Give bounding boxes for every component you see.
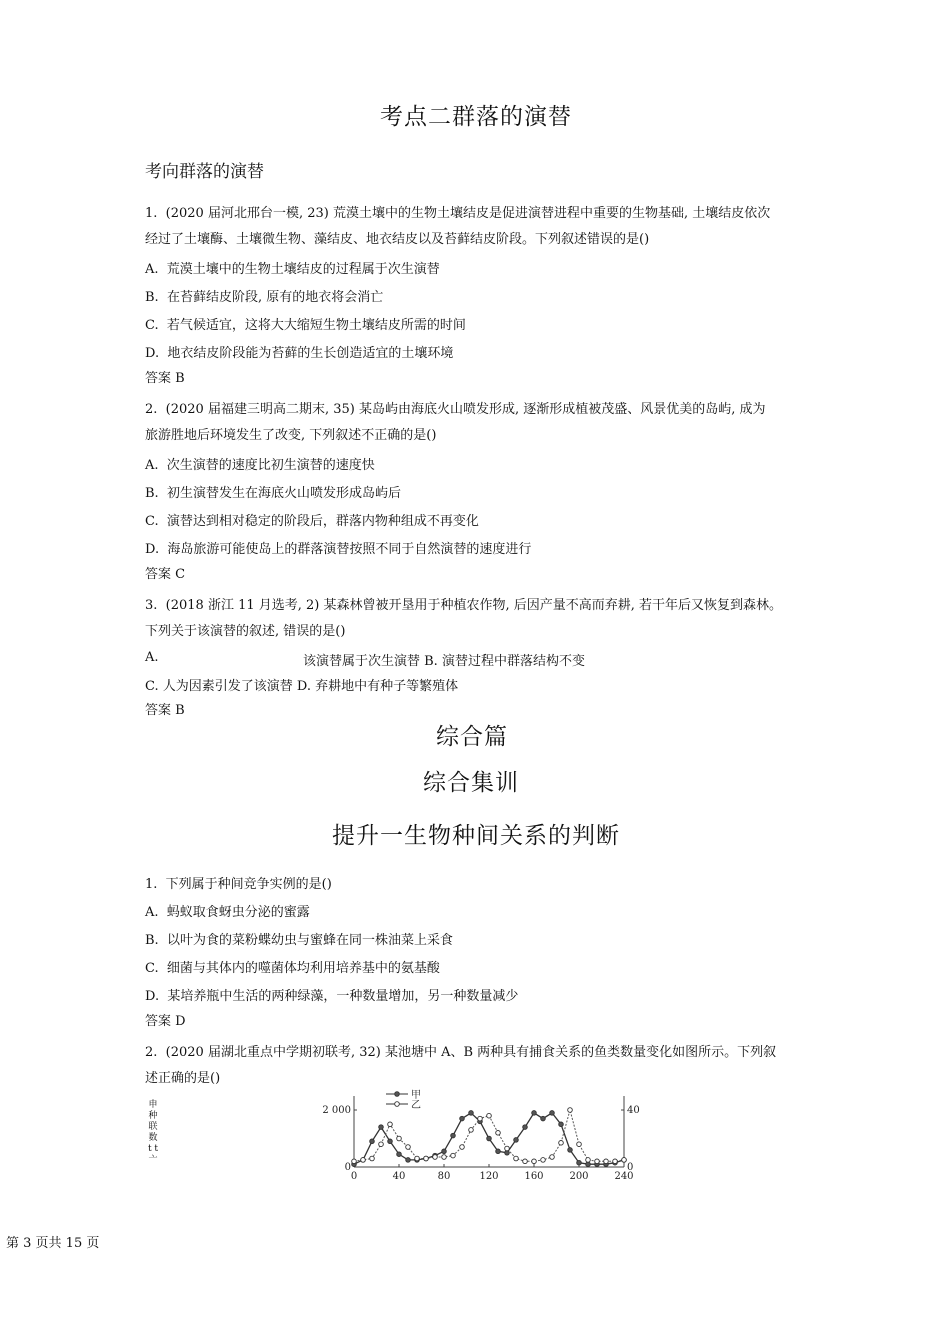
chart-point-jia	[496, 1149, 501, 1154]
chart-legend-marker	[395, 1102, 400, 1107]
question-4-option-b: B. 以叶为食的菜粉蝶幼虫与蜜蜂在同一株油菜上采食	[145, 933, 453, 948]
part-subtitle: 综合集训	[423, 770, 519, 796]
chart-x-tick-label: 160	[524, 1171, 544, 1182]
chart-point-jia	[469, 1111, 474, 1116]
chart-point-jia	[550, 1111, 555, 1116]
question-2-option-b: B. 初生演替发生在海底火山喷发形成岛屿后	[145, 486, 401, 501]
chart-point-yi	[595, 1159, 600, 1164]
question-2-answer: 答案 C	[145, 567, 186, 582]
question-3-option-a-label: A.	[145, 650, 159, 665]
chart-point-yi	[559, 1141, 564, 1146]
question-1-stem-cont: 经过了土壤酶、土壤微生物、藻结皮、地衣结皮以及苔藓结皮阶段。下列叙述错误的是()	[145, 232, 650, 247]
chart-x-tick-label: 80	[437, 1171, 451, 1182]
chart-point-yi	[388, 1122, 393, 1127]
chart-point-jia	[559, 1122, 564, 1127]
chart-point-jia	[451, 1133, 456, 1138]
question-1-option-c: C. 若气候适宜，这将大大缩短生物土壤结皮所需的时间	[145, 318, 466, 333]
chart-point-yi	[568, 1108, 573, 1113]
chart-point-yi	[478, 1116, 483, 1121]
chart-point-jia	[379, 1125, 384, 1130]
chart-point-jia	[388, 1139, 393, 1144]
question-5-stem-cont: 述正确的是()	[145, 1071, 221, 1086]
chart-right-tick-label: 40	[627, 1105, 640, 1116]
chart-left-tick-label: 0	[344, 1162, 351, 1173]
chart-point-jia	[406, 1158, 411, 1163]
chart-point-yi	[487, 1113, 492, 1118]
question-4-option-d: D. 某培养瓶中生活的两种绿藻，一种数量增加，另一种数量减少	[145, 989, 519, 1004]
chart-point-yi	[550, 1155, 555, 1160]
chart-point-yi	[532, 1159, 537, 1164]
chart-point-yi	[379, 1142, 384, 1147]
chart-x-tick-label: 40	[392, 1171, 406, 1182]
chart-point-yi	[622, 1158, 627, 1163]
chart-point-jia	[541, 1116, 546, 1121]
chart-point-yi	[415, 1156, 420, 1161]
chart-point-yi	[505, 1146, 510, 1151]
chart-point-yi	[460, 1145, 465, 1150]
question-3-options-a-b: 该演替属于次生演替 B. 演替过程中群落结构不变	[303, 654, 585, 669]
question-2-option-c: C. 演替达到相对稳定的阶段后，群落内物种组成不再变化	[145, 514, 479, 529]
chart-legend-label: 甲	[411, 1090, 421, 1101]
chart-left-axis-label: 申种联数t t 亠	[147, 1100, 159, 1165]
chart-legend-marker	[395, 1092, 400, 1097]
question-1-option-a: A. 荒漠土壤中的生物土壤结皮的过程属于次生演替	[145, 262, 440, 277]
fish-population-chart	[322, 1088, 650, 1188]
chart-point-yi	[397, 1136, 402, 1141]
question-3-stem: 3. (2018 浙江 11 月选考, 2) 某森林曾被开垦用于种植农作物, 后因产量不高而弃耕, 若干年后又恢复到森林。	[145, 598, 783, 613]
chart-point-jia	[442, 1149, 447, 1154]
question-2-stem-cont: 旅游胜地后环境发生了改变, 下列叙述不正确的是()	[145, 428, 437, 443]
chart-point-yi	[577, 1142, 582, 1147]
chart-left-tick-label: 2 000	[322, 1105, 351, 1116]
chart-point-yi	[523, 1159, 528, 1164]
section-subtitle: 考向群落的演替	[145, 162, 264, 182]
chart-point-yi	[370, 1156, 375, 1161]
question-1-answer: 答案 B	[145, 371, 185, 386]
chart-point-jia	[487, 1136, 492, 1141]
chart-point-jia	[577, 1160, 582, 1165]
chart-point-yi	[586, 1158, 591, 1163]
chart-point-yi	[433, 1155, 438, 1160]
chart-point-yi	[496, 1131, 501, 1136]
question-4-stem: 1. 下列属于种间竞争实例的是()	[145, 877, 332, 892]
question-1-stem: 1. (2020 届河北邢台一模, 23) 荒漠土壤中的生物土壤结皮是促进演替进程中重要的生物基础, 土壤结皮依次	[145, 206, 771, 221]
question-5-stem: 2. (2020 届湖北重点中学期初联考, 32) 某池塘中 A、B 两种具有捕食关系的鱼类数量变化如图所示。下列叙	[145, 1045, 777, 1060]
question-4-answer: 答案 D	[145, 1014, 186, 1029]
chart-point-jia	[523, 1125, 528, 1130]
chart-point-yi	[361, 1158, 366, 1163]
chart-point-yi	[604, 1159, 609, 1164]
question-3-options-c-d: C. 人为因素引发了该演替 D. 弃耕地中有种子等繁殖体	[145, 679, 459, 694]
question-2-stem: 2. (2020 届福建三明高二期末, 35) 某岛屿由海底火山喷发形成, 逐渐形成植被茂盛、风景优美的岛屿, 成为	[145, 402, 766, 417]
chart-point-yi	[613, 1159, 618, 1164]
chart-point-jia	[532, 1111, 537, 1116]
chart-legend-label: 乙	[411, 1100, 421, 1111]
chart-point-yi	[442, 1155, 447, 1160]
chart-right-tick-label: 0	[627, 1162, 634, 1173]
chart-point-jia	[568, 1148, 573, 1153]
section-title: 考点二群落的演替	[380, 104, 572, 130]
chart-point-jia	[397, 1152, 402, 1157]
question-2-option-a: A. 次生演替的速度比初生演替的速度快	[145, 458, 375, 473]
chart-point-yi	[406, 1145, 411, 1150]
question-2-option-d: D. 海岛旅游可能使岛上的群落演替按照不同于自然演替的速度进行	[145, 542, 532, 557]
question-3-stem-cont: 下列关于该演替的叙述, 错误的是()	[145, 624, 346, 639]
question-1-option-b: B. 在苔藓结皮阶段, 原有的地衣将会消亡	[145, 290, 384, 305]
chart-point-yi	[424, 1156, 429, 1161]
chart-x-tick-label: 120	[479, 1171, 499, 1182]
topic-title: 提升一生物种间关系的判断	[332, 823, 620, 849]
chart-point-yi	[352, 1159, 357, 1164]
question-4-option-a: A. 蚂蚁取食蚜虫分泌的蜜露	[145, 905, 310, 920]
question-4-option-c: C. 细菌与其体内的噬菌体均利用培养基中的氨基酸	[145, 961, 440, 976]
question-3-answer: 答案 B	[145, 703, 185, 718]
chart-x-tick-label: 0	[350, 1171, 358, 1182]
chart-x-tick-label: 200	[569, 1171, 589, 1182]
chart-point-yi	[541, 1158, 546, 1163]
question-1-option-d: D. 地衣结皮阶段能为苔藓的生长创造适宜的土壤环境	[145, 346, 454, 361]
chart-point-jia	[460, 1116, 465, 1121]
chart-point-yi	[469, 1128, 474, 1133]
chart-point-jia	[514, 1138, 519, 1143]
part-title: 综合篇	[436, 724, 508, 750]
chart-point-jia	[370, 1139, 375, 1144]
page-footer: 第 3 页共 15 页	[6, 1236, 100, 1251]
chart-x-tick-label: 240	[614, 1171, 634, 1182]
chart-point-yi	[514, 1156, 519, 1161]
chart-point-yi	[451, 1153, 456, 1158]
